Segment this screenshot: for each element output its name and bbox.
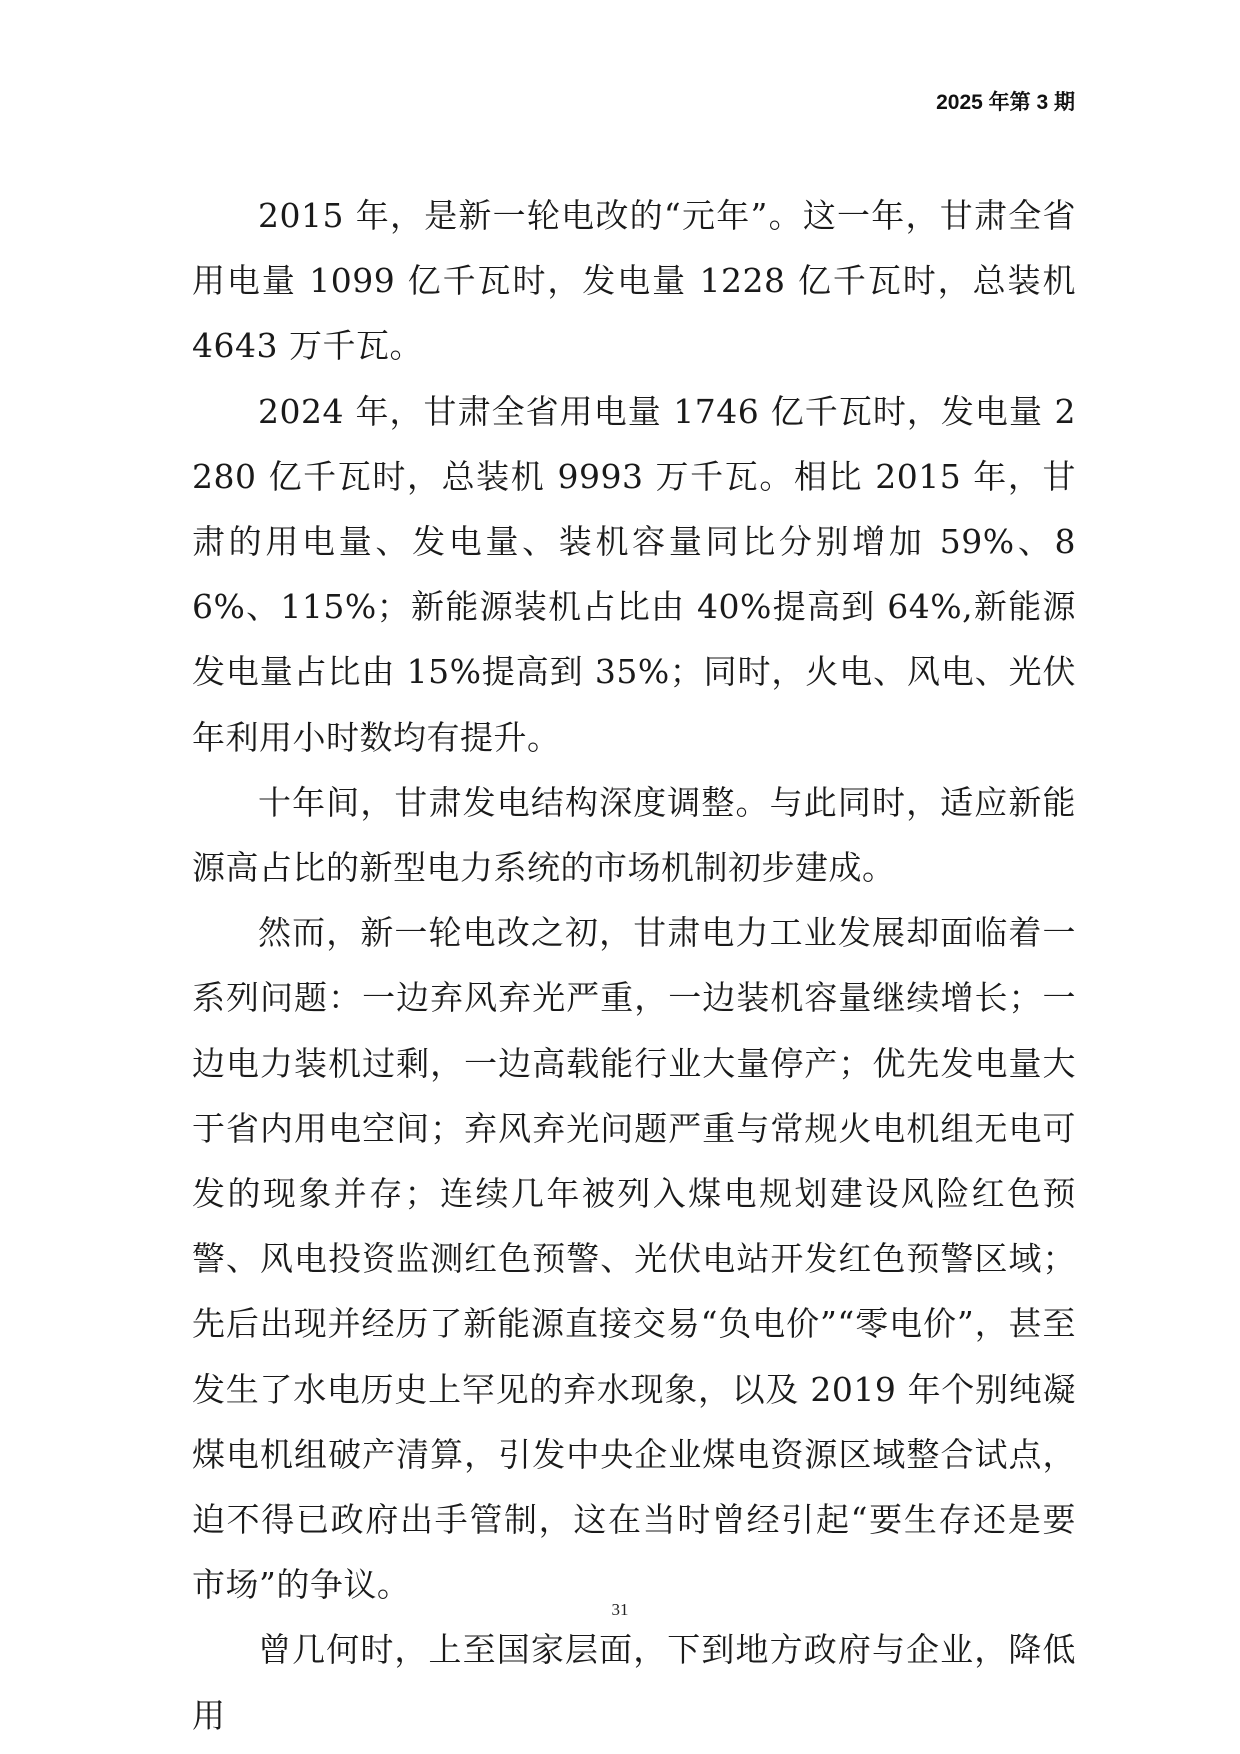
page-number: 31 — [611, 1600, 629, 1619]
paragraph-decade-adjustment: 十年间，甘肃发电结构深度调整。与此同时，适应新能源高占比的新型电力系统的市场机制初步建成。 — [192, 782, 1076, 888]
paragraph-2024-overview: 2024 年，甘肃全省用电量 1746 亿千瓦时，发电量 2280 亿千瓦时，总装机 9993 万千瓦。相比 2015 年，甘肃的用电量、发电量、装机容量同比分别增加 59%、86%、115%；新能源装机占比由 40%提高到 64%,新能源发电量占比由 15%提高到 35%；同时，火电、风电、光伏年利用小时数均有提升。 — [192, 391, 1076, 757]
issue-header: 2025 年第 3 期 — [936, 91, 1075, 114]
paragraph-early-problems: 然而，新一轮电改之初，甘肃电力工业发展却面临着一系列问题：一边弃风弃光严重，一边装机容量继续增长；一边电力装机过剩，一边高载能行业大量停产；优先发电量大于省内用电空间；弃风弃光问题严重与常规火电机组无电可发的现象并存；连续几年被列入煤电规划建设风险红色预警、风电投资监测红色预警、光伏电站开发红色预警区域；先后出现并经历了新能源直接交易“负电价”“零电价”，甚至发生了水电历史上罕见的弃水现象，以及 2019 年个别纯凝煤电机组破产清算，引发中央企业煤电资源区域整合试点，迫不得已政府出手管制，这在当时曾经引起“要生存还是要市场”的争议。 — [192, 913, 1076, 1605]
article-body — [192, 183, 1076, 1748]
paragraph-2015-overview: 2015 年，是新一轮电改的“元年”。这一年，甘肃全省用电量 1099 亿千瓦时，发电量 1228 亿千瓦时，总装机 4643 万千瓦。 — [192, 196, 1076, 366]
paragraph-continuation: 曾几何时，上至国家层面，下到地方政府与企业，降低用 — [192, 1630, 1076, 1735]
